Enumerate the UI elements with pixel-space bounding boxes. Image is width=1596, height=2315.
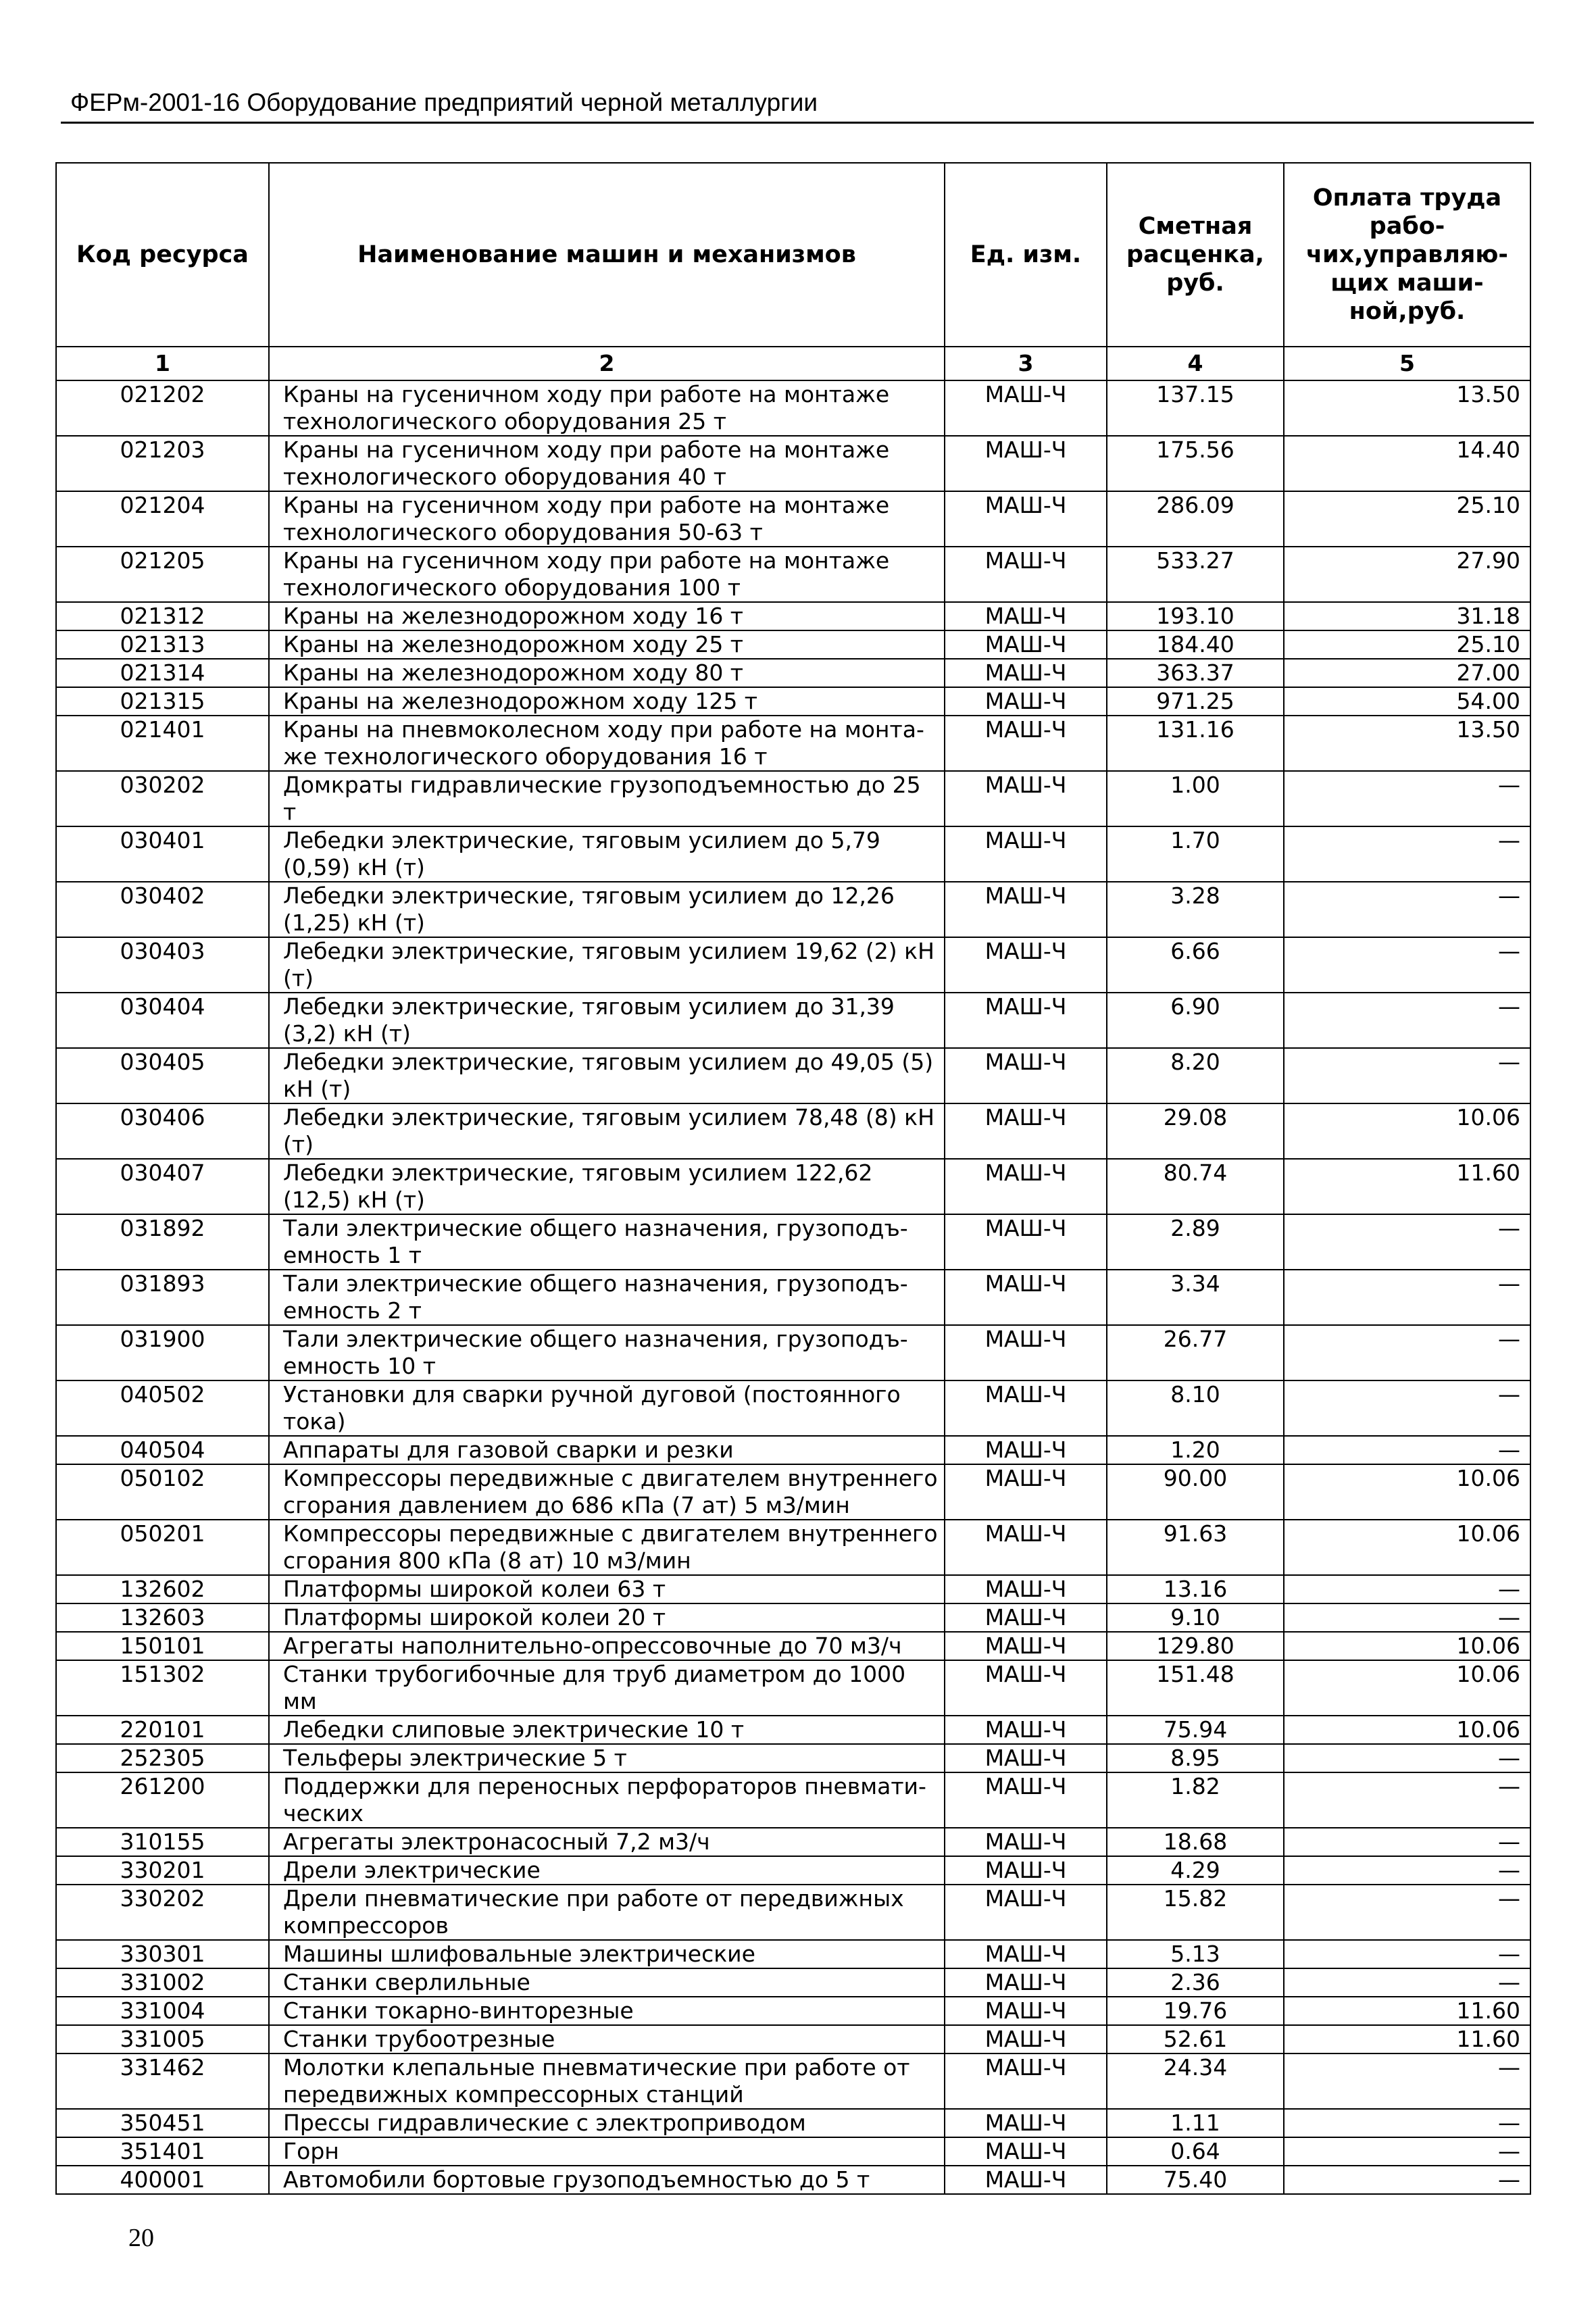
- resource-code-cell: 132602: [56, 1575, 269, 1603]
- rate-cell: 971.25: [1107, 687, 1284, 716]
- labor-pay-cell: 54.00: [1284, 687, 1530, 716]
- column-number: 1: [56, 347, 269, 380]
- machine-name-cell: Краны на железнодорожном ходу 16 т: [269, 602, 945, 630]
- unit-cell: МАШ-Ч: [945, 1660, 1107, 1716]
- unit-cell: МАШ-Ч: [945, 1325, 1107, 1380]
- machine-name-cell: Платформы широкой колеи 63 т: [269, 1575, 945, 1603]
- column-number: 5: [1284, 347, 1530, 380]
- machine-name-cell: Краны на гусеничном ходу при работе на монтаже технологического оборудования 40 т: [269, 436, 945, 491]
- table-row: [56, 1048, 1530, 1103]
- machine-name-cell: Установки для сварки ручной дуговой (постоянного тока): [269, 1380, 945, 1436]
- unit-cell: МАШ-Ч: [945, 771, 1107, 826]
- machine-name-cell: Лебедки электрические, тяговым усилием 78,48 (8) кН (т): [269, 1103, 945, 1159]
- table-row: [56, 1660, 1530, 1716]
- machine-name-cell: Агрегаты электронасосный 7,2 м3/ч: [269, 1828, 945, 1856]
- unit-cell: МАШ-Ч: [945, 687, 1107, 716]
- unit-cell: МАШ-Ч: [945, 1575, 1107, 1603]
- resource-code-cell: 330301: [56, 1940, 269, 1968]
- rate-cell: 1.82: [1107, 1772, 1284, 1828]
- unit-cell: МАШ-Ч: [945, 2137, 1107, 2166]
- machine-name-cell: Поддержки для переносных перфораторов пневмати-ческих: [269, 1772, 945, 1828]
- unit-cell: МАШ-Ч: [945, 826, 1107, 882]
- unit-cell: МАШ-Ч: [945, 1464, 1107, 1520]
- table-row: [56, 1997, 1530, 2025]
- rate-cell: 137.15: [1107, 380, 1284, 436]
- unit-cell: МАШ-Ч: [945, 1744, 1107, 1772]
- resource-code-cell: 021315: [56, 687, 269, 716]
- table-row: [56, 1380, 1530, 1436]
- unit-cell: МАШ-Ч: [945, 937, 1107, 993]
- machine-name-cell: Станки трубогибочные для труб диаметром до 1000 мм: [269, 1660, 945, 1716]
- rate-cell: 8.20: [1107, 1048, 1284, 1103]
- rate-cell: 363.37: [1107, 659, 1284, 687]
- machine-name-cell: Прессы гидравлические с электроприводом: [269, 2109, 945, 2137]
- running-header-title: ФЕРм-2001-16 Оборудование предприятий черной металлургии: [70, 89, 818, 116]
- labor-pay-cell: 10.06: [1284, 1716, 1530, 1744]
- labor-pay-cell: 11.60: [1284, 2025, 1530, 2053]
- rate-cell: 184.40: [1107, 630, 1284, 659]
- unit-cell: МАШ-Ч: [945, 1997, 1107, 2025]
- machine-name-cell: Тали электрические общего назначения, грузоподъ-емность 10 т: [269, 1325, 945, 1380]
- column-number: 4: [1107, 347, 1284, 380]
- labor-pay-cell: —: [1284, 1270, 1530, 1325]
- unit-cell: МАШ-Ч: [945, 491, 1107, 547]
- machine-name-cell: Лебедки электрические, тяговым усилием 122,62 (12,5) кН (т): [269, 1159, 945, 1214]
- labor-pay-cell: —: [1284, 1214, 1530, 1270]
- rate-cell: 75.40: [1107, 2166, 1284, 2194]
- machine-name-cell: Тельферы электрические 5 т: [269, 1744, 945, 1772]
- unit-cell: МАШ-Ч: [945, 1103, 1107, 1159]
- rate-cell: 8.95: [1107, 1744, 1284, 1772]
- rate-cell: 18.68: [1107, 1828, 1284, 1856]
- resource-code-cell: 150101: [56, 1632, 269, 1660]
- resource-code-cell: 030405: [56, 1048, 269, 1103]
- unit-cell: МАШ-Ч: [945, 1632, 1107, 1660]
- labor-pay-cell: —: [1284, 826, 1530, 882]
- table-row: [56, 436, 1530, 491]
- rate-cell: 75.94: [1107, 1716, 1284, 1744]
- table-row: [56, 1159, 1530, 1214]
- resource-code-cell: 350451: [56, 2109, 269, 2137]
- labor-pay-cell: —: [1284, 1856, 1530, 1885]
- labor-pay-cell: 13.50: [1284, 716, 1530, 771]
- rate-cell: 26.77: [1107, 1325, 1284, 1380]
- machine-name-cell: Горн: [269, 2137, 945, 2166]
- rate-cell: 193.10: [1107, 602, 1284, 630]
- machine-name-cell: Лебедки электрические, тяговым усилием 19,62 (2) кН (т): [269, 937, 945, 993]
- machine-name-cell: Лебедки электрические, тяговым усилием до 31,39 (3,2) кН (т): [269, 993, 945, 1048]
- table-row: [56, 1744, 1530, 1772]
- table-row: [56, 1436, 1530, 1464]
- machine-name-cell: Краны на гусеничном ходу при работе на монтаже технологического оборудования 25 т: [269, 380, 945, 436]
- labor-pay-cell: —: [1284, 1744, 1530, 1772]
- machine-name-cell: Краны на железнодорожном ходу 80 т: [269, 659, 945, 687]
- machine-name-cell: Лебедки слиповые электрические 10 т: [269, 1716, 945, 1744]
- resource-code-cell: 040502: [56, 1380, 269, 1436]
- rate-cell: 15.82: [1107, 1885, 1284, 1940]
- resource-code-cell: 331002: [56, 1968, 269, 1997]
- labor-pay-cell: 14.40: [1284, 436, 1530, 491]
- labor-pay-cell: 27.90: [1284, 547, 1530, 602]
- table-row: [56, 2137, 1530, 2166]
- rate-cell: 90.00: [1107, 1464, 1284, 1520]
- unit-cell: МАШ-Ч: [945, 1885, 1107, 1940]
- rate-cell: 6.90: [1107, 993, 1284, 1048]
- labor-pay-cell: —: [1284, 882, 1530, 937]
- resource-code-cell: 400001: [56, 2166, 269, 2194]
- rate-cell: 5.13: [1107, 1940, 1284, 1968]
- machine-name-cell: Лебедки электрические, тяговым усилием до 5,79 (0,59) кН (т): [269, 826, 945, 882]
- column-header-code: Код ресурса: [56, 163, 269, 347]
- rate-cell: 131.16: [1107, 716, 1284, 771]
- machine-name-cell: Тали электрические общего назначения, грузоподъ-емность 1 т: [269, 1214, 945, 1270]
- table-row: [56, 937, 1530, 993]
- unit-cell: МАШ-Ч: [945, 882, 1107, 937]
- unit-cell: МАШ-Ч: [945, 716, 1107, 771]
- labor-pay-cell: 13.50: [1284, 380, 1530, 436]
- rate-cell: 9.10: [1107, 1603, 1284, 1632]
- column-header-unit: Ед. изм.: [945, 163, 1107, 347]
- resource-code-cell: 030407: [56, 1159, 269, 1214]
- resource-code-cell: 021202: [56, 380, 269, 436]
- machine-name-cell: Компрессоры передвижные с двигателем внутреннего сгорания давлением до 686 кПа (7 ат) 5 м3/мин: [269, 1464, 945, 1520]
- machine-name-cell: Домкраты гидравлические грузоподъемностью до 25 т: [269, 771, 945, 826]
- column-header-rate: Сметная расценка, руб.: [1107, 163, 1284, 347]
- labor-pay-cell: —: [1284, 2109, 1530, 2137]
- column-number: 2: [269, 347, 945, 380]
- machine-name-cell: Машины шлифовальные электрические: [269, 1940, 945, 1968]
- table-row: [56, 630, 1530, 659]
- machine-name-cell: Лебедки электрические, тяговым усилием до 49,05 (5) кН (т): [269, 1048, 945, 1103]
- rate-cell: 6.66: [1107, 937, 1284, 993]
- table-row: [56, 1885, 1530, 1940]
- resource-code-cell: 261200: [56, 1772, 269, 1828]
- rate-cell: 91.63: [1107, 1520, 1284, 1575]
- resource-code-cell: 331462: [56, 2053, 269, 2109]
- rate-cell: 2.89: [1107, 1214, 1284, 1270]
- unit-cell: МАШ-Ч: [945, 602, 1107, 630]
- unit-cell: МАШ-Ч: [945, 1856, 1107, 1885]
- labor-pay-cell: —: [1284, 1968, 1530, 1997]
- column-header-name: Наименование машин и механизмов: [269, 163, 945, 347]
- resource-code-cell: 021203: [56, 436, 269, 491]
- machine-name-cell: Агрегаты наполнительно-опрессовочные до 70 м3/ч: [269, 1632, 945, 1660]
- machine-name-cell: Дрели электрические: [269, 1856, 945, 1885]
- table-row: [56, 1772, 1530, 1828]
- rate-cell: 29.08: [1107, 1103, 1284, 1159]
- header-divider: [61, 122, 1534, 124]
- machine-name-cell: Станки сверлильные: [269, 1968, 945, 1997]
- unit-cell: МАШ-Ч: [945, 380, 1107, 436]
- unit-cell: МАШ-Ч: [945, 2109, 1107, 2137]
- rate-cell: 4.29: [1107, 1856, 1284, 1885]
- rate-cell: 3.28: [1107, 882, 1284, 937]
- rate-cell: 286.09: [1107, 491, 1284, 547]
- table-header-row: [56, 163, 1530, 347]
- machines-rates-table: [55, 162, 1531, 2195]
- table-row: [56, 687, 1530, 716]
- rate-cell: 1.00: [1107, 771, 1284, 826]
- unit-cell: МАШ-Ч: [945, 993, 1107, 1048]
- resource-code-cell: 030402: [56, 882, 269, 937]
- rate-cell: 3.34: [1107, 1270, 1284, 1325]
- labor-pay-cell: 10.06: [1284, 1464, 1530, 1520]
- table-row: [56, 1716, 1530, 1744]
- resource-code-cell: 331004: [56, 1997, 269, 2025]
- table-row: [56, 1940, 1530, 1968]
- machine-name-cell: Тали электрические общего назначения, грузоподъ-емность 2 т: [269, 1270, 945, 1325]
- rate-cell: 0.64: [1107, 2137, 1284, 2166]
- machine-name-cell: Краны на гусеничном ходу при работе на монтаже технологического оборудования 50-63 т: [269, 491, 945, 547]
- unit-cell: МАШ-Ч: [945, 1048, 1107, 1103]
- labor-pay-cell: —: [1284, 2053, 1530, 2109]
- unit-cell: МАШ-Ч: [945, 547, 1107, 602]
- table-row: [56, 1464, 1530, 1520]
- rate-cell: 24.34: [1107, 2053, 1284, 2109]
- unit-cell: МАШ-Ч: [945, 630, 1107, 659]
- machine-name-cell: Дрели пневматические при работе от передвижных компрессоров: [269, 1885, 945, 1940]
- labor-pay-cell: —: [1284, 2137, 1530, 2166]
- resource-code-cell: 030406: [56, 1103, 269, 1159]
- labor-pay-cell: —: [1284, 1603, 1530, 1632]
- table-row: [56, 380, 1530, 436]
- labor-pay-cell: 11.60: [1284, 1159, 1530, 1214]
- unit-cell: МАШ-Ч: [945, 1603, 1107, 1632]
- table-row: [56, 2166, 1530, 2194]
- machine-name-cell: Краны на железнодорожном ходу 25 т: [269, 630, 945, 659]
- machine-name-cell: Компрессоры передвижные с двигателем внутреннего сгорания 800 кПа (8 ат) 10 м3/мин: [269, 1520, 945, 1575]
- unit-cell: МАШ-Ч: [945, 1772, 1107, 1828]
- labor-pay-cell: —: [1284, 937, 1530, 993]
- labor-pay-cell: 10.06: [1284, 1660, 1530, 1716]
- resource-code-cell: 330201: [56, 1856, 269, 1885]
- resource-code-cell: 021205: [56, 547, 269, 602]
- table-row: [56, 1828, 1530, 1856]
- labor-pay-cell: 25.10: [1284, 491, 1530, 547]
- rate-cell: 1.11: [1107, 2109, 1284, 2137]
- resource-code-cell: 151302: [56, 1660, 269, 1716]
- page-number: 20: [128, 2224, 154, 2252]
- labor-pay-cell: —: [1284, 1940, 1530, 1968]
- labor-pay-cell: —: [1284, 771, 1530, 826]
- resource-code-cell: 031900: [56, 1325, 269, 1380]
- machine-name-cell: Молотки клепальные пневматические при работе от передвижных компрессорных станций: [269, 2053, 945, 2109]
- resource-code-cell: 030202: [56, 771, 269, 826]
- unit-cell: МАШ-Ч: [945, 659, 1107, 687]
- table-row: [56, 716, 1530, 771]
- labor-pay-cell: 10.06: [1284, 1520, 1530, 1575]
- table-row: [56, 826, 1530, 882]
- labor-pay-cell: 10.06: [1284, 1632, 1530, 1660]
- resource-code-cell: 050201: [56, 1520, 269, 1575]
- unit-cell: МАШ-Ч: [945, 1520, 1107, 1575]
- labor-pay-cell: —: [1284, 1885, 1530, 1940]
- resource-code-cell: 030404: [56, 993, 269, 1048]
- rate-cell: 129.80: [1107, 1632, 1284, 1660]
- machine-name-cell: Платформы широкой колеи 20 т: [269, 1603, 945, 1632]
- resource-code-cell: 021401: [56, 716, 269, 771]
- rate-cell: 52.61: [1107, 2025, 1284, 2053]
- rate-cell: 1.70: [1107, 826, 1284, 882]
- table-row: [56, 659, 1530, 687]
- unit-cell: МАШ-Ч: [945, 1270, 1107, 1325]
- resource-code-cell: 351401: [56, 2137, 269, 2166]
- table-row: [56, 1632, 1530, 1660]
- table-row: [56, 771, 1530, 826]
- table-row: [56, 547, 1530, 602]
- resource-code-cell: 021204: [56, 491, 269, 547]
- rate-cell: 13.16: [1107, 1575, 1284, 1603]
- labor-pay-cell: —: [1284, 1828, 1530, 1856]
- machine-name-cell: Станки трубоотрезные: [269, 2025, 945, 2053]
- labor-pay-cell: —: [1284, 1575, 1530, 1603]
- machine-name-cell: Краны на гусеничном ходу при работе на монтаже технологического оборудования 100 т: [269, 547, 945, 602]
- labor-pay-cell: 10.06: [1284, 1103, 1530, 1159]
- machine-name-cell: Станки токарно-винторезные: [269, 1997, 945, 2025]
- table-row: [56, 1270, 1530, 1325]
- rate-cell: 151.48: [1107, 1660, 1284, 1716]
- labor-pay-cell: —: [1284, 1772, 1530, 1828]
- table-row: [56, 1103, 1530, 1159]
- rate-cell: 80.74: [1107, 1159, 1284, 1214]
- table-row: [56, 491, 1530, 547]
- resource-code-cell: 330202: [56, 1885, 269, 1940]
- resource-code-cell: 220101: [56, 1716, 269, 1744]
- column-numbers-row: [56, 347, 1530, 380]
- resource-code-cell: 030401: [56, 826, 269, 882]
- labor-pay-cell: —: [1284, 993, 1530, 1048]
- machine-name-cell: Аппараты для газовой сварки и резки: [269, 1436, 945, 1464]
- machine-name-cell: Краны на железнодорожном ходу 125 т: [269, 687, 945, 716]
- resource-code-cell: 030403: [56, 937, 269, 993]
- column-number: 3: [945, 347, 1107, 380]
- unit-cell: МАШ-Ч: [945, 1716, 1107, 1744]
- unit-cell: МАШ-Ч: [945, 2025, 1107, 2053]
- table-row: [56, 602, 1530, 630]
- table-row: [56, 1603, 1530, 1632]
- unit-cell: МАШ-Ч: [945, 2053, 1107, 2109]
- resource-code-cell: 040504: [56, 1436, 269, 1464]
- unit-cell: МАШ-Ч: [945, 1940, 1107, 1968]
- table-row: [56, 2053, 1530, 2109]
- labor-pay-cell: 27.00: [1284, 659, 1530, 687]
- resource-code-cell: 021314: [56, 659, 269, 687]
- resource-code-cell: 031893: [56, 1270, 269, 1325]
- resource-code-cell: 021313: [56, 630, 269, 659]
- rate-cell: 533.27: [1107, 547, 1284, 602]
- table-row: [56, 1520, 1530, 1575]
- table-row: [56, 2025, 1530, 2053]
- resource-code-cell: 310155: [56, 1828, 269, 1856]
- machine-name-cell: Лебедки электрические, тяговым усилием до 12,26 (1,25) кН (т): [269, 882, 945, 937]
- table-row: [56, 1214, 1530, 1270]
- column-header-pay: Оплата труда рабо-чих,управляю-щих маши-ной,руб.: [1284, 163, 1530, 347]
- table-row: [56, 1856, 1530, 1885]
- unit-cell: МАШ-Ч: [945, 2166, 1107, 2194]
- rate-cell: 8.10: [1107, 1380, 1284, 1436]
- unit-cell: МАШ-Ч: [945, 1968, 1107, 1997]
- labor-pay-cell: —: [1284, 1380, 1530, 1436]
- machine-name-cell: Автомобили бортовые грузоподъемностью до 5 т: [269, 2166, 945, 2194]
- machine-name-cell: Краны на пневмоколесном ходу при работе на монта-же технологического оборудования 16 т: [269, 716, 945, 771]
- unit-cell: МАШ-Ч: [945, 1159, 1107, 1214]
- labor-pay-cell: —: [1284, 1048, 1530, 1103]
- table-row: [56, 1575, 1530, 1603]
- unit-cell: МАШ-Ч: [945, 1828, 1107, 1856]
- rate-cell: 2.36: [1107, 1968, 1284, 1997]
- rate-cell: 175.56: [1107, 436, 1284, 491]
- labor-pay-cell: 11.60: [1284, 1997, 1530, 2025]
- table-row: [56, 2109, 1530, 2137]
- labor-pay-cell: 25.10: [1284, 630, 1530, 659]
- rate-cell: 1.20: [1107, 1436, 1284, 1464]
- table-row: [56, 882, 1530, 937]
- labor-pay-cell: —: [1284, 1436, 1530, 1464]
- unit-cell: МАШ-Ч: [945, 1436, 1107, 1464]
- resource-code-cell: 252305: [56, 1744, 269, 1772]
- labor-pay-cell: 31.18: [1284, 602, 1530, 630]
- table-row: [56, 1325, 1530, 1380]
- unit-cell: МАШ-Ч: [945, 436, 1107, 491]
- labor-pay-cell: —: [1284, 1325, 1530, 1380]
- resource-code-cell: 331005: [56, 2025, 269, 2053]
- unit-cell: МАШ-Ч: [945, 1214, 1107, 1270]
- unit-cell: МАШ-Ч: [945, 1380, 1107, 1436]
- table-row: [56, 1968, 1530, 1997]
- resource-code-cell: 132603: [56, 1603, 269, 1632]
- table-row: [56, 993, 1530, 1048]
- resource-code-cell: 050102: [56, 1464, 269, 1520]
- rate-cell: 19.76: [1107, 1997, 1284, 2025]
- labor-pay-cell: —: [1284, 2166, 1530, 2194]
- resource-code-cell: 031892: [56, 1214, 269, 1270]
- resource-code-cell: 021312: [56, 602, 269, 630]
